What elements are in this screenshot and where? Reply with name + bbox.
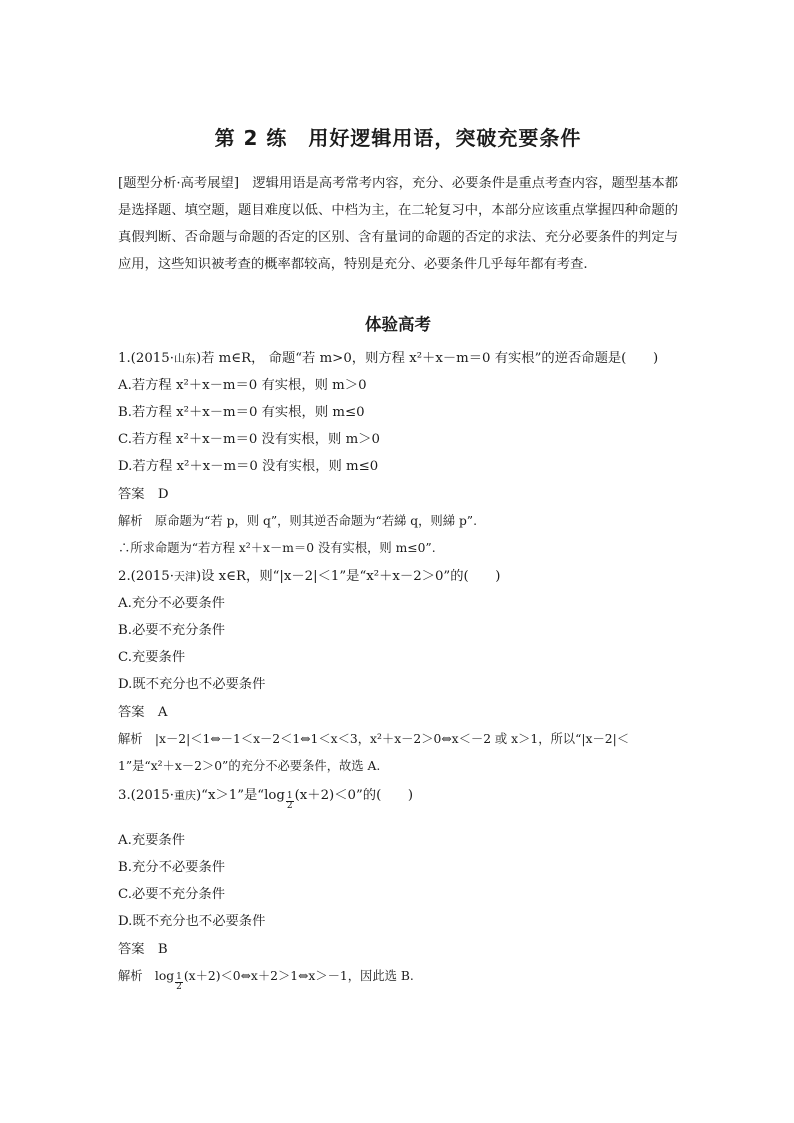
question-2-option-b: B.必要不充分条件 [118,623,226,638]
fraction-subscript: $\frac{1}{2}$ [286,791,293,811]
question-1-option-d: D.若方程 x²＋x－m＝0 没有实根，则 m≤0 [118,459,379,474]
question-1-option-a: A.若方程 x²＋x－m＝0 有实根，则 m＞0 [118,378,367,393]
question-2-stem: 2.(2015·天津)设 x∈R，则“|x－2|＜1”是“x²＋x－2＞0”的( ) [118,569,501,584]
question-2-option-d: D.既不充分也不必要条件 [118,677,266,692]
question-source: 重庆 [173,789,196,802]
question-3-stem: 3.(2015·重庆)“x＞1”是“log $\frac{1}{2}$ (x＋2)＜0”的( ) [118,788,414,811]
question-3-solution-line: 解析 log $\frac{1}{2}$ (x＋2)＜0⇔x＋2＞1⇔x＞－1，因此选 B. [118,969,414,992]
question-1-answer: 答案 D [118,487,169,502]
intro-text: 逻辑用语是高考常考内容，充分、必要条件是重点考查内容，题型基本都是选择题、填空题，题目难度以低、中档为主，在二轮复习中，本部分应该重点掌握四种命题的真假判断、否命题与命题的否定的区别、含有量词的命题的否定的求法、充分必要条件的判定与应用，这些知识被考查的概率都较高，特别是充分、必要条件几乎每年都有考查. [118,176,678,272]
page-title: 第 2 练 用好逻辑用语，突破充要条件 [214,126,582,150]
question-2-option-a: A.充分不必要条件 [118,596,225,611]
question-1-option-b: B.若方程 x²＋x－m＝0 有实根，则 m≤0 [118,405,365,420]
question-2-answer: 答案 A [118,705,168,720]
question-source: 天津 [173,570,196,583]
question-1-solution-line: 解析 原命题为“若 p，则 q”，则其逆否命题为“若綈 q，则綈 p”. [118,514,478,528]
question-2-solution-line: 解析 |x－2|＜1⇔－1＜x－2＜1⇔1＜x＜3，x²＋x－2＞0⇔x＜－2 或 x＞1，所以“|x－2|＜ [118,732,630,746]
question-3-option-a: A.充要条件 [118,833,186,848]
question-3-option-d: D.既不充分也不必要条件 [118,914,266,929]
question-2-option-c: C.充要条件 [118,650,186,665]
question-3-option-b: B.充分不必要条件 [118,860,226,875]
question-1-solution-line: ∴所求命题为“若方程 x²＋x－m＝0 没有实根，则 m≤0”. [118,541,436,555]
intro-tag: [题型分析·高考展望] [118,176,240,191]
question-1-option-c: C.若方程 x²＋x－m＝0 没有实根，则 m＞0 [118,432,380,447]
intro-paragraph [118,170,678,278]
question-2-solution-line: 1”是“x²＋x－2＞0”的充分不必要条件，故选 A. [118,759,381,773]
question-3-option-c: C.必要不充分条件 [118,887,226,902]
fraction-subscript: $\frac{1}{2}$ [176,972,182,992]
question-source: 山东 [173,352,196,365]
section-title: 体验高考 [365,315,431,334]
question-1-stem: 1.(2015·山东)若 m∈R， 命题“若 m>0，则方程 x²＋x－m＝0 有实根”的逆否命题是( ) [118,351,659,366]
question-3-answer: 答案 B [118,942,168,957]
